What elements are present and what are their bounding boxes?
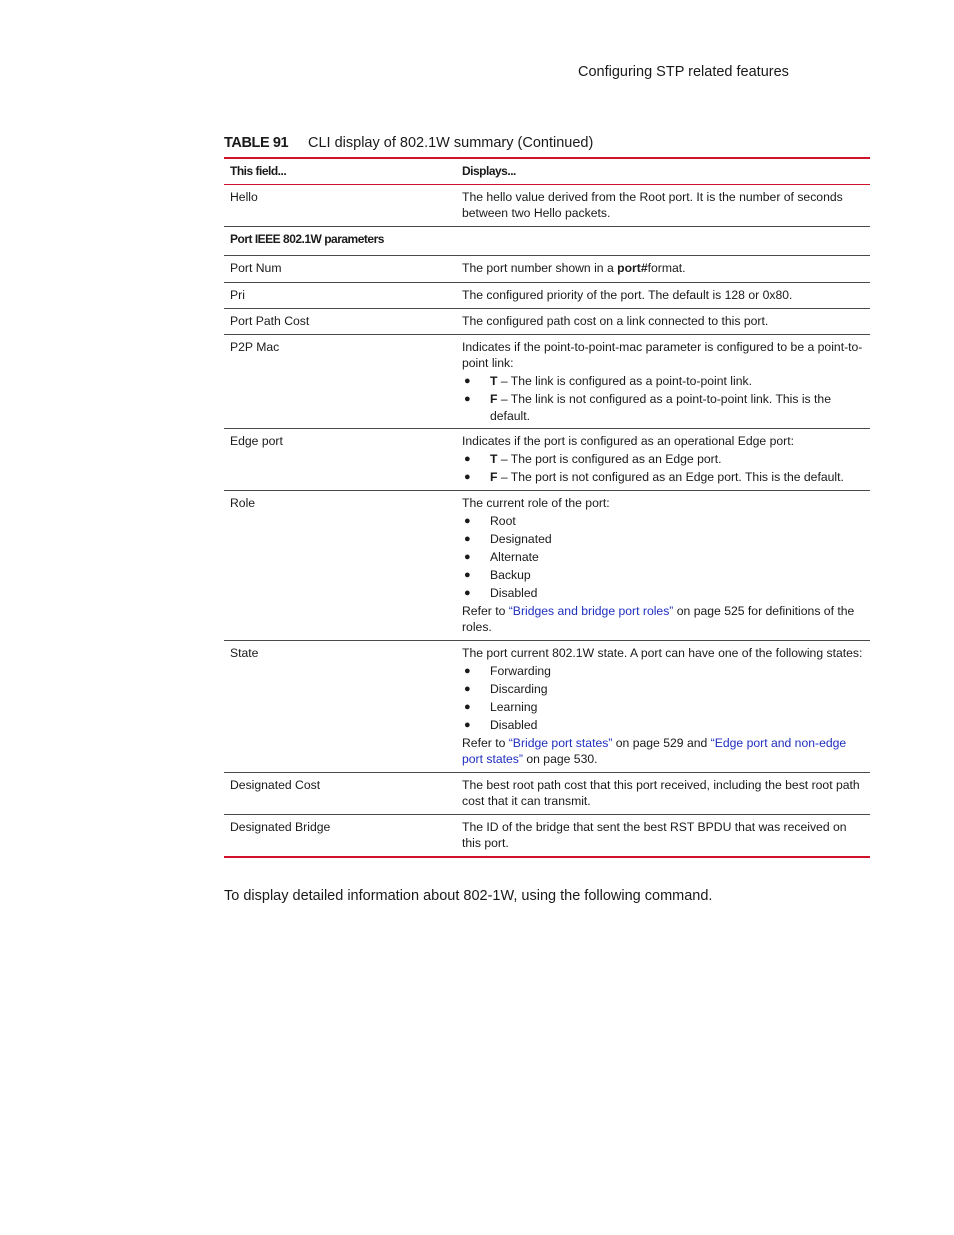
field-cell: Hello: [230, 189, 258, 204]
field-cell: Edge port: [230, 434, 283, 448]
list-item: [462, 391, 864, 424]
value-key: F: [490, 470, 498, 484]
bullet-icon: ●: [464, 550, 471, 563]
table-row: [224, 185, 870, 226]
section-row: [224, 226, 870, 255]
bullet-icon: ●: [464, 700, 471, 713]
value-key: F: [490, 392, 498, 406]
desc-cell: [456, 641, 870, 772]
role-value: Alternate: [490, 549, 539, 564]
desc-cell: [456, 256, 870, 282]
desc-cell: [456, 491, 870, 640]
list-item: [462, 531, 864, 548]
desc-text: format.: [647, 260, 686, 275]
desc-text: The current role of the port:: [462, 495, 610, 510]
table-row: [224, 814, 870, 856]
state-value: Disabled: [490, 717, 538, 732]
table-row: [224, 490, 870, 640]
value-key: T: [490, 374, 498, 388]
ref-text: Refer to: [462, 603, 509, 618]
desc-cell: The hello value derived from the Root port. It is the number of seconds between two Hello packets.: [462, 189, 843, 220]
reference-text: [462, 735, 864, 768]
bullet-icon: ●: [464, 375, 471, 387]
edge-port-states-link[interactable]: “Edge port and non-edge port states”: [462, 735, 847, 766]
desc-cell: [456, 335, 870, 429]
value-text: – The link is not configured as a point-to-point link. This is the default.: [490, 392, 831, 423]
table-row: [224, 428, 870, 490]
col-header-displays: Displays...: [462, 164, 516, 178]
field-cell: Pri: [230, 287, 245, 302]
section-heading: Port IEEE 802.1W parameters: [230, 231, 384, 246]
bridge-port-states-link[interactable]: “Bridge port states”: [508, 735, 613, 750]
list-item: [462, 585, 864, 602]
table-row: [224, 308, 870, 334]
bullet-icon: ●: [464, 514, 471, 527]
desc-cell: The ID of the bridge that sent the best RST BPDU that was received on this port.: [462, 819, 847, 850]
field-cell: Port Num: [230, 260, 282, 275]
list-item: [462, 451, 864, 468]
body-paragraph: To display detailed information about 802-1W, using the following command.: [224, 888, 713, 904]
value-key: T: [490, 452, 498, 466]
role-value: Root: [490, 513, 516, 528]
table-row: [224, 640, 870, 772]
bullet-icon: ●: [464, 532, 471, 545]
list-item: [462, 513, 864, 530]
table-title: CLI display of 802.1W summary (Continued): [308, 135, 594, 151]
field-cell: Role: [230, 495, 256, 510]
table-row: [224, 282, 870, 308]
desc-text: The port number shown in a: [462, 260, 618, 275]
table-caption: [224, 135, 870, 151]
table-number: TABLE 91: [224, 135, 289, 151]
ref-text: on page 530.: [522, 752, 598, 766]
bullet-icon: ●: [464, 664, 471, 677]
state-value: Forwarding: [490, 663, 551, 678]
field-cell: Designated Cost: [230, 777, 321, 792]
bullet-icon: ●: [464, 718, 471, 731]
table-row: [224, 334, 870, 429]
table-header-row: [224, 159, 870, 185]
ref-text: Refer to: [462, 735, 509, 750]
bullet-icon: ●: [464, 471, 471, 483]
list-item: [462, 699, 864, 716]
bridge-roles-link[interactable]: “Bridges and bridge port roles”: [508, 603, 674, 618]
desc-text: The port current 802.1W state. A port can have one of the following states:: [462, 645, 863, 660]
list-item: [462, 469, 864, 486]
bullet-icon: ●: [464, 568, 471, 581]
list-item: [462, 549, 864, 566]
bullet-icon: ●: [464, 586, 471, 599]
desc-text: Indicates if the point-to-point-mac parameter is configured to be a point-to-point link:: [462, 339, 863, 370]
state-value: Learning: [490, 699, 538, 714]
col-header-field: This field...: [230, 164, 287, 178]
role-value: Backup: [490, 567, 531, 582]
list-item: [462, 567, 864, 584]
list-item: [462, 373, 864, 390]
port-format-code: port#: [617, 260, 648, 275]
ref-text: on page 525 for definitions of the roles.: [462, 603, 855, 634]
desc-cell: The configured priority of the port. The default is 128 or 0x80.: [462, 287, 793, 302]
value-text: – The link is configured as a point-to-point link.: [497, 374, 752, 388]
desc-text: Indicates if the port is configured as an operational Edge port:: [462, 434, 794, 448]
desc-cell: [456, 429, 870, 490]
field-cell: P2P Mac: [230, 339, 280, 354]
list-item: [462, 681, 864, 698]
table-row: [224, 255, 870, 282]
ref-text: on page 529 and: [612, 735, 711, 750]
value-text: – The port is configured as an Edge port.: [497, 452, 722, 466]
reference-text: [462, 603, 864, 636]
field-cell: Designated Bridge: [230, 819, 331, 834]
role-value: Disabled: [490, 585, 538, 600]
table-row: [224, 772, 870, 814]
bullet-icon: ●: [464, 393, 471, 405]
bullet-icon: ●: [464, 453, 471, 465]
list-item: [462, 663, 864, 680]
field-cell: Port Path Cost: [230, 313, 310, 328]
role-value: Designated: [490, 531, 552, 546]
desc-cell: The best root path cost that this port received, including the best root path cost that it can transmit.: [462, 777, 860, 808]
running-header: Configuring STP related features: [578, 64, 789, 80]
field-cell: State: [230, 645, 259, 660]
value-text: – The port is not configured as an Edge port. This is the default.: [497, 470, 844, 484]
desc-cell: The configured path cost on a link connected to this port.: [462, 313, 769, 328]
stp-summary-table: [224, 157, 870, 858]
list-item: [462, 717, 864, 734]
state-value: Discarding: [490, 681, 548, 696]
bullet-icon: ●: [464, 682, 471, 695]
